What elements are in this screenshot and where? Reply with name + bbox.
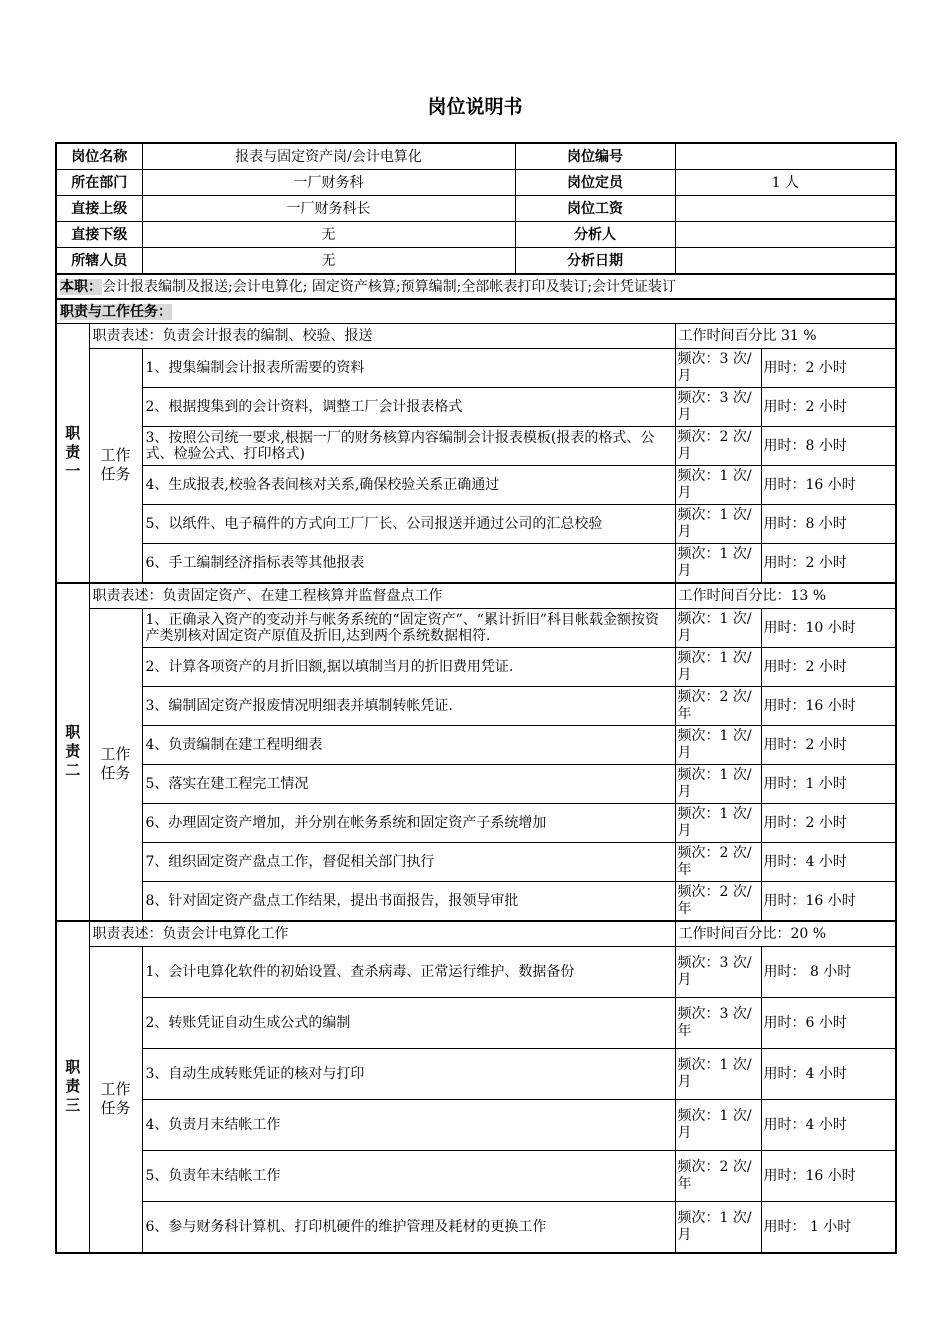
task-frequency: 频次：1 次/ 月 xyxy=(675,804,761,843)
responsibility-percent: 工作时间百分比：20 % xyxy=(675,921,896,947)
task-time: 用时：8 小时 xyxy=(761,427,896,466)
task-frequency: 频次：1 次/ 月 xyxy=(675,544,761,583)
responsibilities-heading: 职责与工作任务： xyxy=(56,299,896,324)
task-time: 用时：2 小时 xyxy=(761,804,896,843)
responsibility-percent: 工作时间百分比 31 % xyxy=(675,324,896,349)
task-time: 用时：2 小时 xyxy=(761,349,896,388)
task-label: 工作 任务 xyxy=(89,609,142,921)
task-text: 2、根据搜集到的会计资料，调整工厂会计报表格式 xyxy=(142,388,675,427)
task-text: 5、以纸件、电子稿件的方式向工厂厂长、公司报送并通过公司的汇总校验 xyxy=(142,505,675,544)
task-text: 6、参与财务科计算机、打印机硬件的维护管理及耗材的更换工作 xyxy=(142,1202,675,1253)
salary-label: 岗位工资 xyxy=(515,196,675,222)
department-value: 一厂财务科 xyxy=(142,170,515,196)
headcount-value: 1 人 xyxy=(675,170,896,196)
task-text: 4、负责编制在建工程明细表 xyxy=(142,726,675,765)
analyst-label: 分析人 xyxy=(515,222,675,248)
responsibility-statement: 职责表述：负责固定资产、在建工程核算并监督盘点工作 xyxy=(89,583,675,609)
task-time: 用时：8 小时 xyxy=(761,505,896,544)
task-time: 用时：2 小时 xyxy=(761,648,896,687)
salary-value xyxy=(675,196,896,222)
analyst-value xyxy=(675,222,896,248)
superior-label: 直接上级 xyxy=(56,196,142,222)
task-text: 5、落实在建工程完工情况 xyxy=(142,765,675,804)
task-frequency: 频次：1 次/ 月 xyxy=(675,466,761,505)
task-text: 4、生成报表,校验各表间核对关系,确保校验关系正确通过 xyxy=(142,466,675,505)
task-text: 2、计算各项资产的月折旧额,据以填制当月的折旧费用凭证. xyxy=(142,648,675,687)
task-frequency: 频次：2 次/ 年 xyxy=(675,843,761,882)
subordinate-label: 直接下级 xyxy=(56,222,142,248)
task-time: 用时：4 小时 xyxy=(761,1049,896,1100)
task-text: 4、负责月末结帐工作 xyxy=(142,1100,675,1151)
task-frequency: 频次：3 次/ 月 xyxy=(675,388,761,427)
analysis-date-value xyxy=(675,248,896,275)
task-frequency: 频次：1 次/ 月 xyxy=(675,726,761,765)
task-time: 用时：2 小时 xyxy=(761,388,896,427)
staff-label: 所辖人员 xyxy=(56,248,142,275)
subordinate-value: 无 xyxy=(142,222,515,248)
duty-summary-label: 本职： xyxy=(60,278,102,295)
responsibility-statement: 职责表述：负责会计报表的编制、校验、报送 xyxy=(89,324,675,349)
task-text: 5、负责年末结帐工作 xyxy=(142,1151,675,1202)
task-text: 3、按照公司统一要求,根据一厂的财务核算内容编制会计报表模板(报表的格式、公式、检验公式、打印格式) xyxy=(142,427,675,466)
headcount-label: 岗位定员 xyxy=(515,170,675,196)
task-time: 用时：16 小时 xyxy=(761,882,896,921)
staff-value: 无 xyxy=(142,248,515,275)
task-frequency: 频次：2 次/ 年 xyxy=(675,1151,761,1202)
responsibility-statement: 职责表述：负责会计电算化工作 xyxy=(89,921,675,947)
task-time: 用时： 8 小时 xyxy=(761,947,896,998)
task-frequency: 频次：2 次/ 年 xyxy=(675,687,761,726)
post-name-value: 报表与固定资产岗/会计电算化 xyxy=(142,143,515,170)
task-label: 工作 任务 xyxy=(89,947,142,1253)
analysis-date-label: 分析日期 xyxy=(515,248,675,275)
task-frequency: 频次：3 次/年 xyxy=(675,998,761,1049)
task-frequency: 频次：1 次/ 月 xyxy=(675,648,761,687)
task-label: 工作 任务 xyxy=(89,349,142,583)
task-time: 用时：6 小时 xyxy=(761,998,896,1049)
task-time: 用时：1 小时 xyxy=(761,765,896,804)
job-description-table xyxy=(55,142,897,1254)
task-time: 用时：2 小时 xyxy=(761,726,896,765)
responsibility-3-label: 职 责 三 xyxy=(56,921,89,1253)
task-frequency: 频次：1 次/月 xyxy=(675,609,761,648)
task-time: 用时：2 小时 xyxy=(761,544,896,583)
task-text: 1、会计电算化软件的初始设置、查杀病毒、正常运行维护、数据备份 xyxy=(142,947,675,998)
duty-summary xyxy=(56,274,896,299)
task-time: 用时：10 小时 xyxy=(761,609,896,648)
page-title: 岗位说明书 xyxy=(427,96,523,118)
task-time: 用时：4 小时 xyxy=(761,843,896,882)
task-time: 用时：16 小时 xyxy=(761,687,896,726)
task-text: 1、正确录入资产的变动并与帐务系统的“固定资产”、“累计折旧”科目帐载金额按资产类别核对固定资产原值及折旧,达到两个系统数据相符. xyxy=(142,609,675,648)
task-text: 6、办理固定资产增加，并分别在帐务系统和固定资产子系统增加 xyxy=(142,804,675,843)
task-text: 6、手工编制经济指标表等其他报表 xyxy=(142,544,675,583)
task-frequency: 频次：1 次/ 月 xyxy=(675,1100,761,1151)
task-time: 用时：4 小时 xyxy=(761,1100,896,1151)
task-time: 用时：16 小时 xyxy=(761,1151,896,1202)
department-label: 所在部门 xyxy=(56,170,142,196)
post-code-value xyxy=(675,143,896,170)
task-frequency: 频次：2 次/月 xyxy=(675,427,761,466)
duty-summary-text: 会计报表编制及报送;会计电算化; 固定资产核算;预算编制;全部帐表打印及装订;会计凭证装订 xyxy=(102,278,677,295)
superior-value: 一厂财务科长 xyxy=(142,196,515,222)
task-frequency: 频次：3 次/月 xyxy=(675,947,761,998)
task-frequency: 频次：1 次/ 月 xyxy=(675,765,761,804)
task-text: 8、针对固定资产盘点工作结果，提出书面报告，报领导审批 xyxy=(142,882,675,921)
post-name-label: 岗位名称 xyxy=(56,143,142,170)
task-time: 用时： 1 小时 xyxy=(761,1202,896,1253)
task-frequency: 频次：1 次/ 月 xyxy=(675,1049,761,1100)
responsibility-percent: 工作时间百分比：13 % xyxy=(675,583,896,609)
responsibility-1-label: 职 责 一 xyxy=(56,324,89,583)
task-frequency: 频次：3 次/ 月 xyxy=(675,349,761,388)
post-code-label: 岗位编号 xyxy=(515,143,675,170)
task-frequency: 频次：1 次/ 月 xyxy=(675,1202,761,1253)
responsibility-2-label: 职 责 二 xyxy=(56,583,89,921)
task-text: 7、组织固定资产盘点工作，督促相关部门执行 xyxy=(142,843,675,882)
task-frequency: 频次：2 次/ 年 xyxy=(675,882,761,921)
task-text: 3、自动生成转账凭证的核对与打印 xyxy=(142,1049,675,1100)
task-time: 用时：16 小时 xyxy=(761,466,896,505)
task-text: 1、搜集编制会计报表所需要的资料 xyxy=(142,349,675,388)
task-frequency: 频次：1 次/ 月 xyxy=(675,505,761,544)
task-text: 3、编制固定资产报废情况明细表并填制转帐凭证. xyxy=(142,687,675,726)
task-text: 2、转账凭证自动生成公式的编制 xyxy=(142,998,675,1049)
